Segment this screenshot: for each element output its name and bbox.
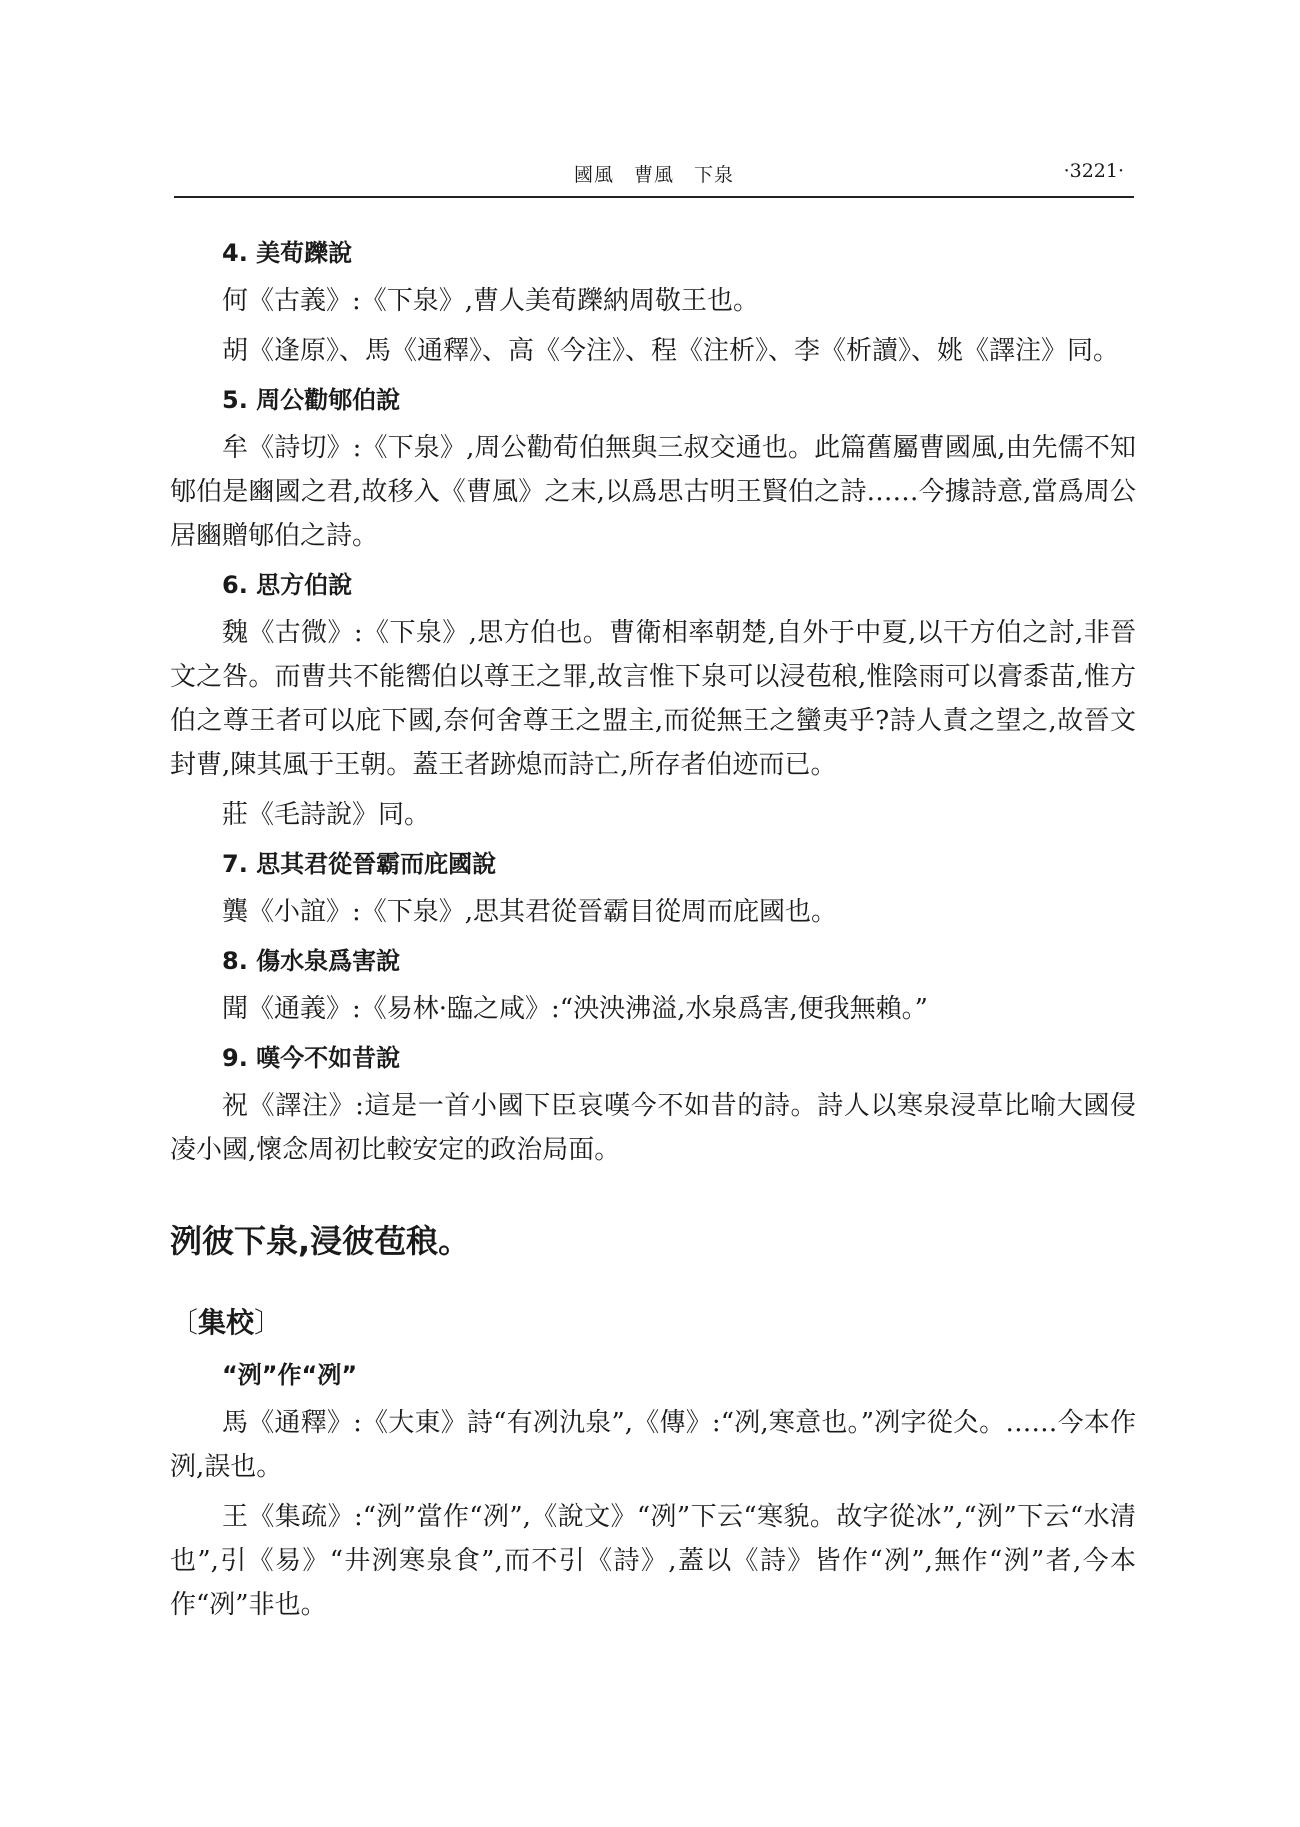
section-bracket-close: 〕 <box>254 1306 283 1339</box>
subsection-heading: 8. 傷水泉爲害說 <box>222 947 401 975</box>
subsection-heading: 7. 思其君從晉霸而庇國說 <box>222 850 497 878</box>
paragraph: 馬《通釋》:《大東》詩“有冽氿泉”,《傳》:“冽,寒意也。”冽字從仌。……今本作洌,誤也。 <box>170 1408 1136 1482</box>
page-number: ·3221· <box>1063 160 1124 182</box>
subsection-heading: 5. 周公勸郇伯說 <box>222 386 401 414</box>
paragraph: 牟《詩切》:《下泉》,周公勸荀伯無與三叔交通也。此篇舊屬曹國風,由先儒不知郇伯是豳國之君,故移入《曹風》之末,以爲思古明王賢伯之詩……今據詩意,當爲周公居豳贈郇伯之詩。 <box>170 433 1136 551</box>
verse-line: 洌彼下泉,浸彼苞稂。 <box>170 1222 471 1260</box>
subsection-heading: 6. 思方伯說 <box>222 571 353 599</box>
subsection-heading: “洌”作“冽” <box>222 1361 358 1389</box>
paragraph: 魏《古微》:《下泉》,思方伯也。曹衛相率朝楚,自外于中夏,以干方伯之討,非晉文之咎。而曹共不能嚮伯以尊王之罪,故言惟下泉可以浸苞稂,惟陰雨可以膏黍苗,惟方伯之尊王者可以庇下國,奈何舍尊王之盟主,而從無王之蠻夷乎?詩人責之望之,故晉文封曹,陳其風于王朝。蓋王者跡熄而詩亡,所存者伯迹而已。 <box>170 618 1136 780</box>
paragraph: 王《集疏》:“洌”當作“冽”,《說文》“冽”下云“寒貌。故字從冰”,“洌”下云“水清也”,引《易》“井洌寒泉食”,而不引《詩》,蓋以《詩》皆作“冽”,無作“洌”者,今本作“冽”非也。 <box>170 1502 1136 1620</box>
paragraph: 祝《譯注》:這是一首小國下臣哀嘆今不如昔的詩。詩人以寒泉浸草比喻大國侵凌小國,懷念周初比較安定的政治局面。 <box>170 1091 1136 1165</box>
page-body <box>170 228 1136 1633</box>
section-title-text: 集校 <box>198 1306 255 1339</box>
paragraph: 聞《通義》:《易林·臨之咸》:“泱泱沸溢,水泉爲害,便我無賴。” <box>222 994 928 1024</box>
subsection-heading: 4. 美荀躒說 <box>222 239 353 267</box>
paragraph: 莊《毛詩說》同。 <box>222 800 431 830</box>
page-header <box>174 160 1134 198</box>
paragraph: 胡《逢原》、馬《通釋》、高《今注》、程《注析》、李《析讀》、姚《譯注》同。 <box>222 336 1120 366</box>
running-head: 國風 曹風 下泉 <box>573 164 734 186</box>
subsection-heading: 9. 嘆今不如昔說 <box>222 1044 401 1072</box>
paragraph: 龔《小誼》:《下泉》,思其君從晉霸目從周而庇國也。 <box>222 897 838 927</box>
paragraph: 何《古義》:《下泉》,曹人美荀躒納周敬王也。 <box>222 286 760 316</box>
section-bracket-open: 〔 <box>170 1306 199 1339</box>
section-title <box>170 1300 1136 1346</box>
